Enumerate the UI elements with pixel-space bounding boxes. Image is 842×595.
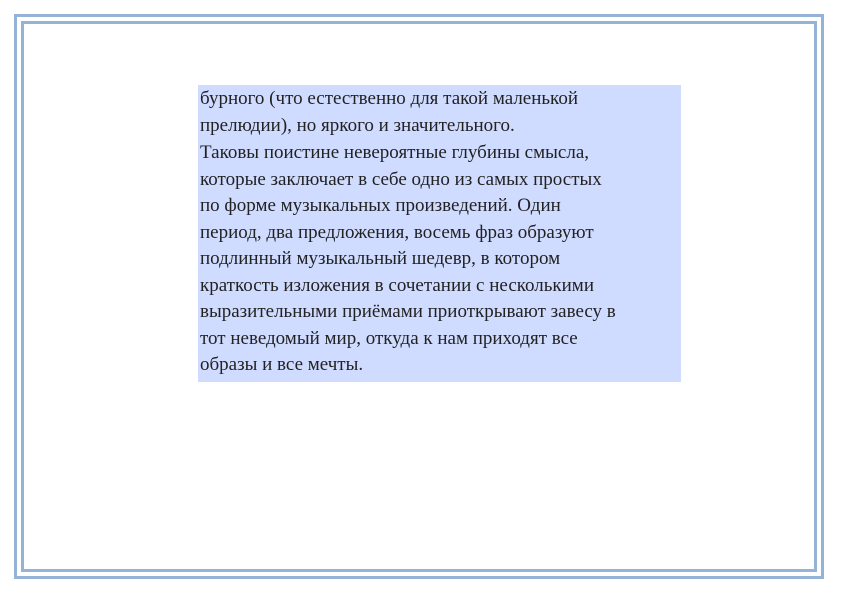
paragraph-1: бурного (что естественно для такой маленькой прелюдии), но яркого и значительного. [200,88,578,136]
body-text-box[interactable] [198,85,681,382]
paragraph-2: Таковы поистине невероятные глубины смысла, которые заключает в себе одно из самых простых по форме музыкальных произведений. Один период, два предложения, восемь фраз образуют подлинный музыкальный шедевр, в котором краткость изложения в сочетании с несколькими выразительными приёмами приоткрывают завесу в тот неведомый мир, откуда к нам приходят все образы и все мечты. [200,142,616,375]
